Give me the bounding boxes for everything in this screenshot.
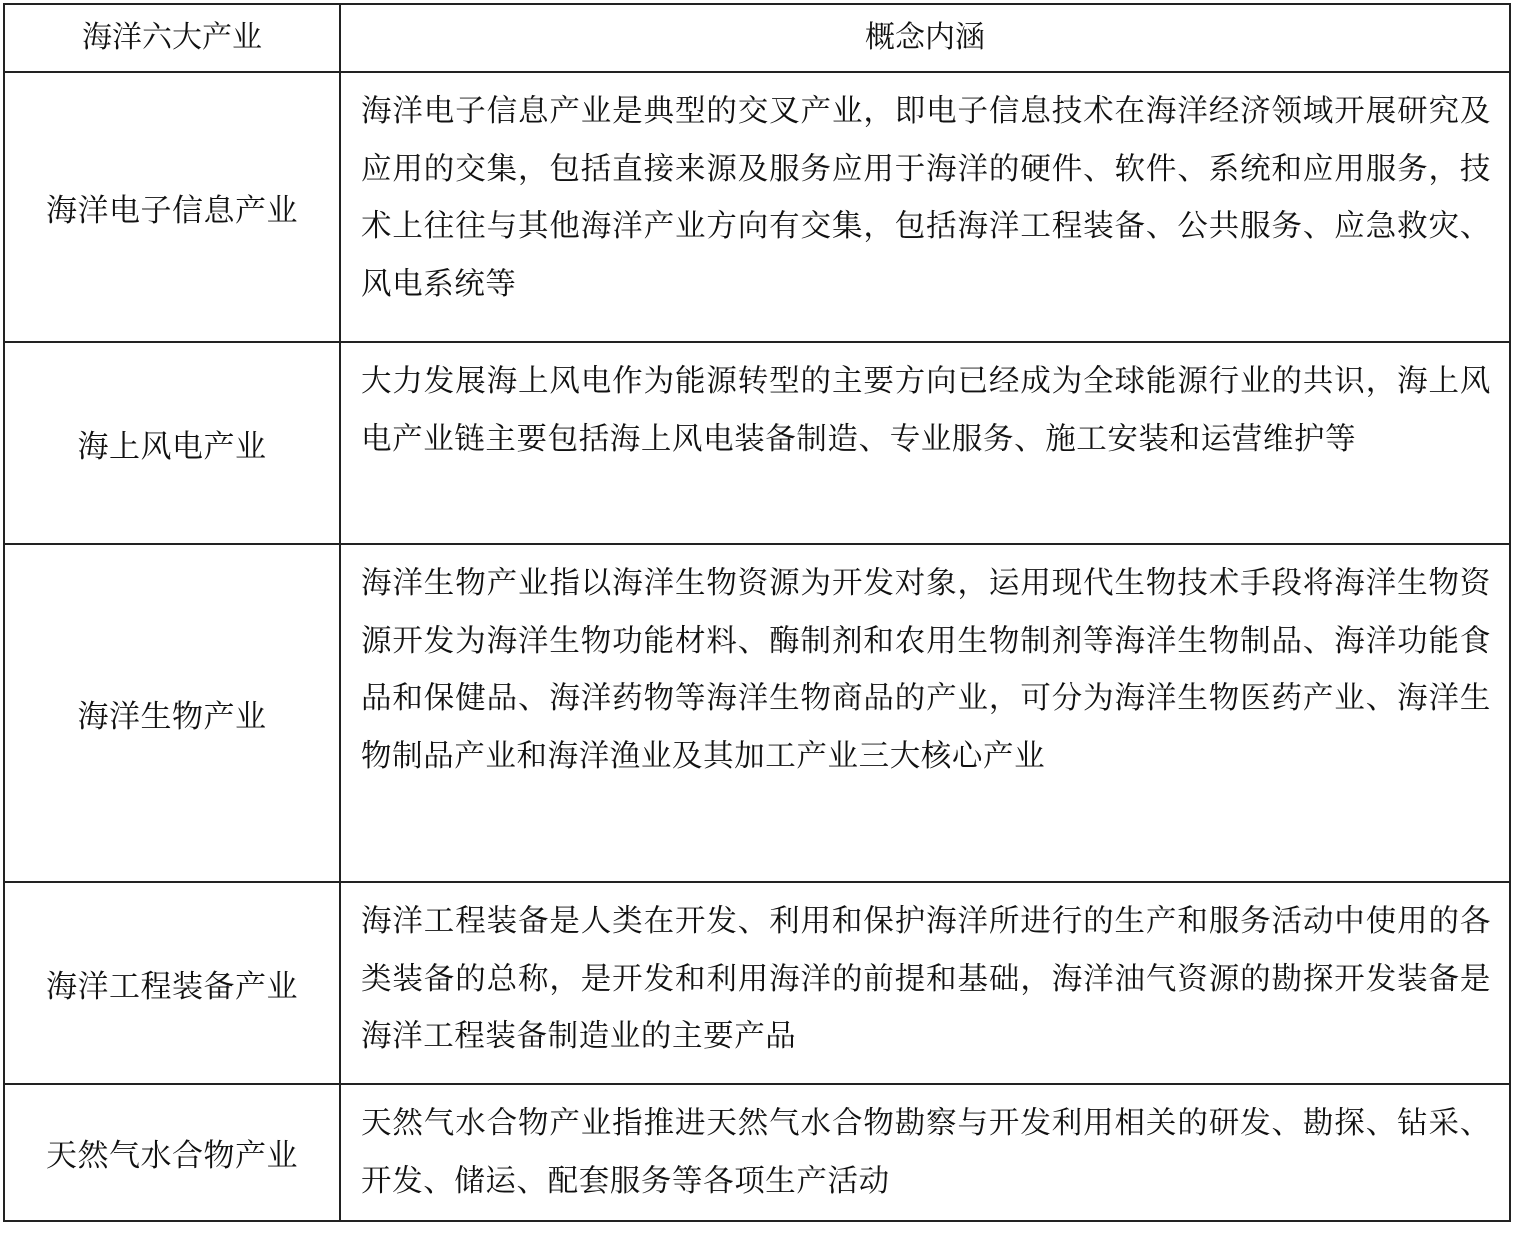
table-row	[4, 1084, 1510, 1221]
industry-concept: 海洋生物产业指以海洋生物资源为开发对象，运用现代生物技术手段将海洋生物资源开发为海洋生物功能材料、酶制剂和农用生物制剂等海洋生物制品、海洋功能食品和保健品、海洋药物等海洋生物商品的产业，可分为海洋生物医药产业、海洋生物制品产业和海洋渔业及其加工产业三大核心产业	[340, 544, 1510, 882]
table-row	[4, 882, 1510, 1084]
industry-concept: 海洋工程装备是人类在开发、利用和保护海洋所进行的生产和服务活动中使用的各类装备的总称，是开发和利用海洋的前提和基础，海洋油气资源的勘探开发装备是海洋工程装备制造业的主要产品	[340, 882, 1510, 1084]
table-row	[4, 544, 1510, 882]
header-concept: 概念内涵	[340, 4, 1510, 72]
table-header-row	[4, 4, 1510, 72]
industry-concept: 海洋电子信息产业是典型的交叉产业，即电子信息技术在海洋经济领域开展研究及应用的交集，包括直接来源及服务应用于海洋的硬件、软件、系统和应用服务，技术上往往与其他海洋产业方向有交集，包括海洋工程装备、公共服务、应急救灾、风电系统等	[340, 72, 1510, 342]
industry-name: 海洋生物产业	[4, 544, 340, 882]
industry-name: 海上风电产业	[4, 342, 340, 544]
industry-name: 海洋工程装备产业	[4, 882, 340, 1084]
industry-concept: 大力发展海上风电作为能源转型的主要方向已经成为全球能源行业的共识，海上风电产业链主要包括海上风电装备制造、专业服务、施工安装和运营维护等	[340, 342, 1510, 544]
header-industry: 海洋六大产业	[4, 4, 340, 72]
industry-name: 天然气水合物产业	[4, 1084, 340, 1221]
ocean-industries-table	[3, 3, 1511, 1222]
table-row	[4, 72, 1510, 342]
industry-name: 海洋电子信息产业	[4, 72, 340, 342]
industry-concept: 天然气水合物产业指推进天然气水合物勘察与开发利用相关的研发、勘探、钻采、开发、储运、配套服务等各项生产活动	[340, 1084, 1510, 1221]
table-row	[4, 342, 1510, 544]
